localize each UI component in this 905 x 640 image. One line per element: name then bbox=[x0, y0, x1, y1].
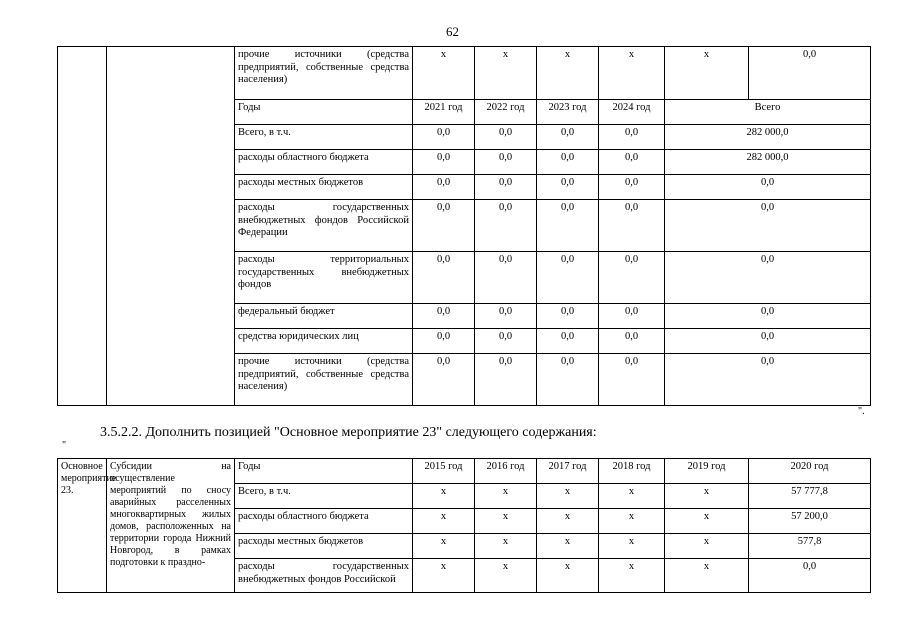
table-cell: x bbox=[665, 534, 749, 559]
table-cell: 0,0 bbox=[599, 252, 665, 304]
table-cell: 0,0 bbox=[537, 175, 599, 200]
row-label: расходы государственных внебюджетных фондов Российской Федерации bbox=[235, 200, 413, 252]
row-label: расходы территориальных государственных внебюджетных фондов bbox=[235, 252, 413, 304]
table-cell: 282 000,0 bbox=[665, 150, 871, 175]
table-cell: 57 200,0 bbox=[749, 509, 871, 534]
empty-cell bbox=[107, 47, 235, 406]
table-cell: 0,0 bbox=[665, 252, 871, 304]
amendment-paragraph: 3.5.2.2. Дополнить позицией "Основное мероприятие 23" следующего содержания: bbox=[100, 425, 597, 440]
table-cell: x bbox=[413, 484, 475, 509]
table-cell: x bbox=[413, 509, 475, 534]
table-cell: x bbox=[599, 559, 665, 593]
table-cell: 0,0 bbox=[665, 175, 871, 200]
table-cell: x bbox=[665, 484, 749, 509]
table-cell: 0,0 bbox=[537, 125, 599, 150]
row-label: расходы государственных внебюджетных фондов Российской bbox=[235, 559, 413, 593]
table-cell: 0,0 bbox=[599, 329, 665, 354]
closing-quote: ". bbox=[858, 406, 865, 417]
table-cell: 0,0 bbox=[537, 304, 599, 329]
column-header: 2017 год bbox=[537, 459, 599, 484]
table-cell: 0,0 bbox=[475, 150, 537, 175]
table-cell: 0,0 bbox=[413, 354, 475, 406]
table-cell: 0,0 bbox=[665, 200, 871, 252]
table-cell: x bbox=[413, 534, 475, 559]
table-cell: 0,0 bbox=[413, 329, 475, 354]
funding-table-2021-2024 bbox=[57, 46, 871, 406]
table-cell: 0,0 bbox=[475, 329, 537, 354]
column-header: 2024 год bbox=[599, 100, 665, 125]
row-label: расходы местных бюджетов bbox=[235, 534, 413, 559]
event-number-cell: Основное мероприятие 23. bbox=[58, 459, 107, 593]
row-label: Годы bbox=[235, 459, 413, 484]
table-cell: x bbox=[599, 509, 665, 534]
table-cell: 0,0 bbox=[537, 329, 599, 354]
table-cell: 0,0 bbox=[475, 354, 537, 406]
table-cell: x bbox=[537, 484, 599, 509]
table-cell: x bbox=[475, 559, 537, 593]
row-label: Всего, в т.ч. bbox=[235, 484, 413, 509]
column-header: 2022 год bbox=[475, 100, 537, 125]
row-label: средства юридических лиц bbox=[235, 329, 413, 354]
row-label: расходы областного бюджета bbox=[235, 509, 413, 534]
table-cell: x bbox=[665, 47, 749, 100]
row-label: прочие источники (средства предприятий, собственные средства населения) bbox=[235, 354, 413, 406]
column-header: 2018 год bbox=[599, 459, 665, 484]
row-label: прочие источники (средства предприятий, собственные средства населения) bbox=[235, 47, 413, 100]
column-header: 2020 год bbox=[749, 459, 871, 484]
table-cell: 282 000,0 bbox=[665, 125, 871, 150]
column-header: Всего bbox=[665, 100, 871, 125]
table-cell: 0,0 bbox=[749, 47, 871, 100]
table-cell: 0,0 bbox=[413, 304, 475, 329]
table-cell: 0,0 bbox=[537, 150, 599, 175]
row-label: расходы областного бюджета bbox=[235, 150, 413, 175]
table-cell: x bbox=[537, 509, 599, 534]
table-cell: 0,0 bbox=[413, 252, 475, 304]
funding-table-2015-2020 bbox=[57, 458, 871, 593]
table-cell: 0,0 bbox=[413, 175, 475, 200]
empty-cell bbox=[58, 47, 107, 406]
table-cell: x bbox=[599, 47, 665, 100]
table-cell: 0,0 bbox=[475, 175, 537, 200]
table-cell: x bbox=[537, 534, 599, 559]
table-cell: 0,0 bbox=[749, 559, 871, 593]
table-cell: x bbox=[665, 559, 749, 593]
table-cell: x bbox=[413, 47, 475, 100]
table-cell: 0,0 bbox=[599, 150, 665, 175]
table-cell: x bbox=[413, 559, 475, 593]
table-cell: x bbox=[599, 534, 665, 559]
table-cell: x bbox=[475, 484, 537, 509]
table-cell: x bbox=[475, 509, 537, 534]
table-cell: 0,0 bbox=[599, 175, 665, 200]
table-cell: 0,0 bbox=[475, 200, 537, 252]
table-cell: x bbox=[665, 509, 749, 534]
table-cell: 0,0 bbox=[413, 150, 475, 175]
row-label: расходы местных бюджетов bbox=[235, 175, 413, 200]
table-cell: 0,0 bbox=[599, 200, 665, 252]
event-description-cell: Субсидии на осуществление мероприятий по сносу аварийных расселенных многоквартирных жилых домов, расположенных на территории города Нижний Новгород, в рамках подготовки к праздно- bbox=[107, 459, 235, 593]
table-cell: 57 777,8 bbox=[749, 484, 871, 509]
table-cell: 0,0 bbox=[413, 125, 475, 150]
table-cell: 0,0 bbox=[537, 354, 599, 406]
table-cell: 0,0 bbox=[665, 354, 871, 406]
table-cell: x bbox=[599, 484, 665, 509]
column-header: 2023 год bbox=[537, 100, 599, 125]
column-header: 2021 год bbox=[413, 100, 475, 125]
table-cell: 0,0 bbox=[599, 354, 665, 406]
table-header-row bbox=[58, 459, 871, 484]
table-cell: 0,0 bbox=[475, 304, 537, 329]
table-cell: 0,0 bbox=[665, 329, 871, 354]
table-cell: x bbox=[537, 47, 599, 100]
row-label: Годы bbox=[235, 100, 413, 125]
table-cell: 577,8 bbox=[749, 534, 871, 559]
table-cell: 0,0 bbox=[665, 304, 871, 329]
table-row bbox=[58, 47, 871, 100]
table-cell: 0,0 bbox=[599, 304, 665, 329]
table-cell: 0,0 bbox=[475, 252, 537, 304]
column-header: 2019 год bbox=[665, 459, 749, 484]
opening-quote: " bbox=[62, 440, 67, 451]
table-cell: 0,0 bbox=[413, 200, 475, 252]
table-cell: 0,0 bbox=[537, 252, 599, 304]
row-label: федеральный бюджет bbox=[235, 304, 413, 329]
table-cell: 0,0 bbox=[475, 125, 537, 150]
table-cell: 0,0 bbox=[537, 200, 599, 252]
table-cell: x bbox=[475, 47, 537, 100]
column-header: 2016 год bbox=[475, 459, 537, 484]
table-cell: x bbox=[475, 534, 537, 559]
table-cell: 0,0 bbox=[599, 125, 665, 150]
column-header: 2015 год bbox=[413, 459, 475, 484]
page-number: 62 bbox=[446, 24, 459, 39]
table-cell: x bbox=[537, 559, 599, 593]
row-label: Всего, в т.ч. bbox=[235, 125, 413, 150]
